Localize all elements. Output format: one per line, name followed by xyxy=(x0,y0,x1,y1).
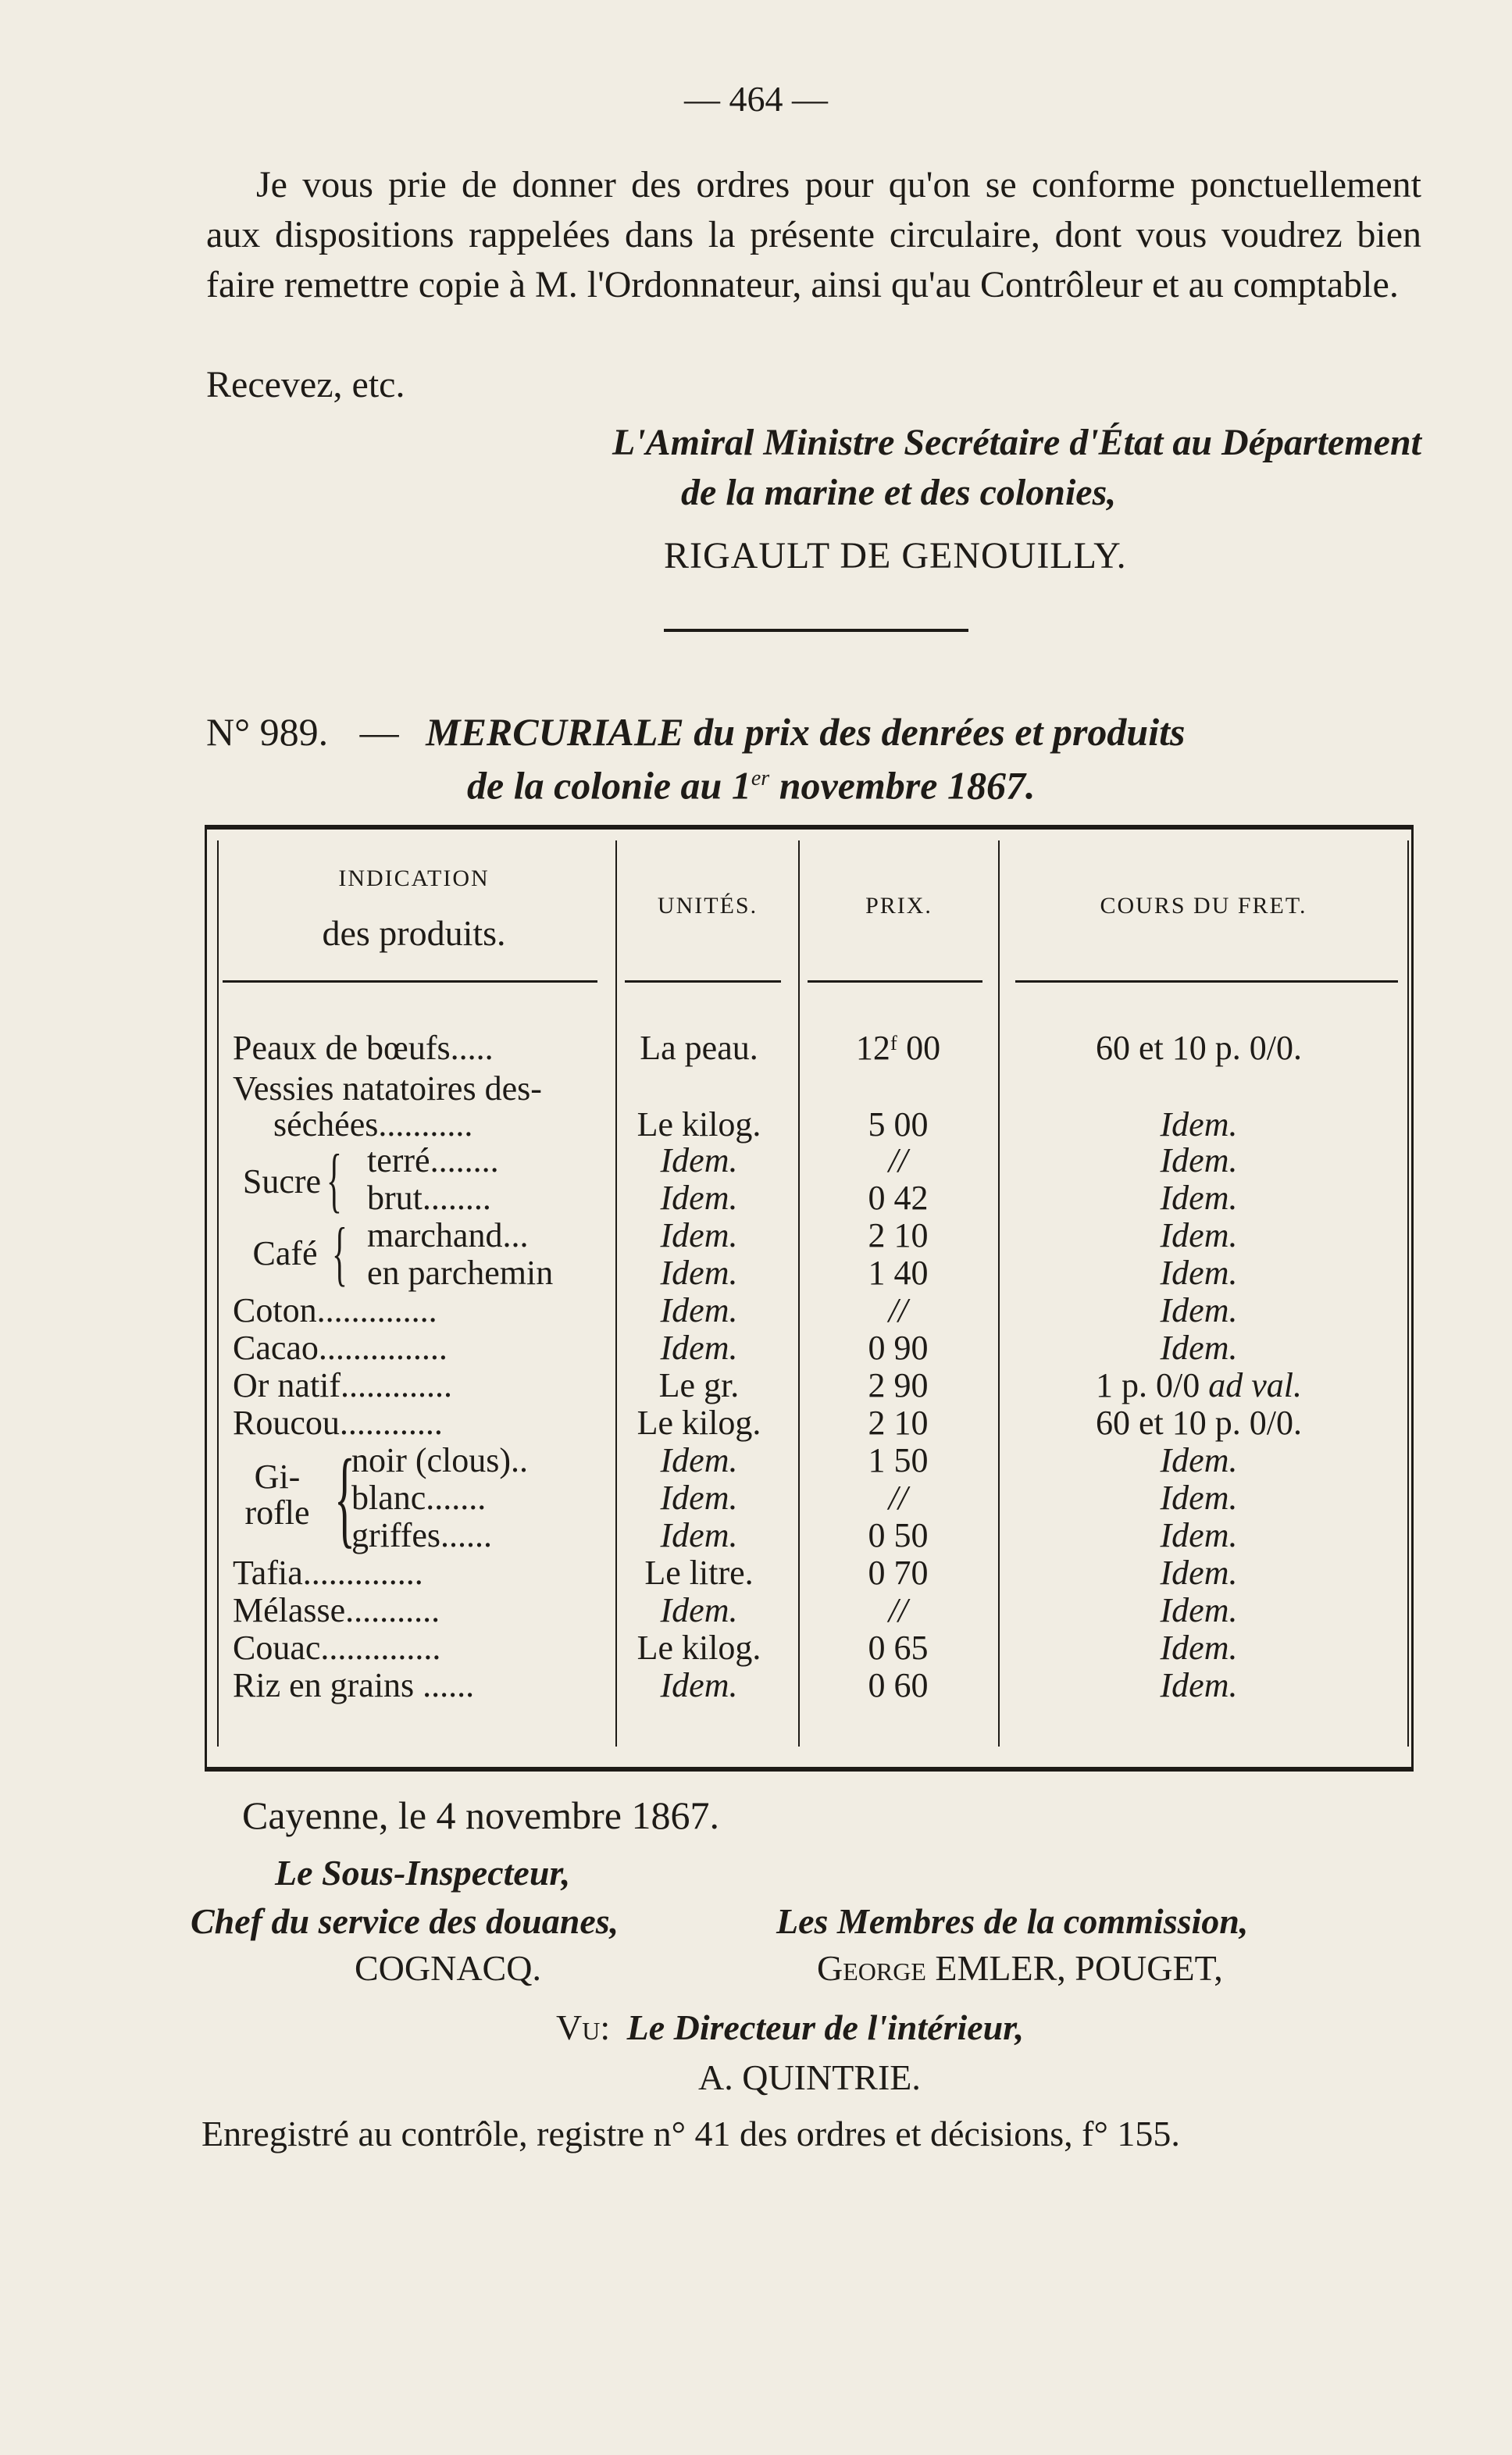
vu-name: A. QUINTRIE. xyxy=(698,2057,921,2097)
table-row xyxy=(226,1367,1398,1404)
cell-prix: 1 50 xyxy=(868,1441,929,1479)
doc-title-part-b: novembre 1867. xyxy=(769,763,1036,808)
table-inner-left xyxy=(217,840,219,1747)
cell-produit: Peaux de bœufs..... xyxy=(233,1029,494,1067)
cell-prix: // xyxy=(888,1141,908,1179)
table-row xyxy=(226,1479,1398,1517)
cell-fret: 60 et 10 p. 0/0. xyxy=(1096,1404,1302,1442)
cell-prix: 1 40 xyxy=(868,1254,929,1292)
table-row xyxy=(226,1254,1398,1292)
signature-title-2: de la marine et des colonies, xyxy=(681,472,1117,513)
cell-fret xyxy=(1007,1367,1390,1404)
cell-prix: // xyxy=(888,1591,908,1629)
cell-unite: Idem. xyxy=(660,1666,738,1704)
left-title-1: Le Sous-Inspecteur, xyxy=(275,1853,571,1893)
header-indication: INDICATION xyxy=(338,865,490,891)
right-title: Les Membres de la commission, xyxy=(776,1901,1249,1941)
table-row xyxy=(226,1629,1398,1667)
signature-name: RIGAULT DE GENOUILLY. xyxy=(664,535,1127,576)
cell-produit: blanc....... xyxy=(351,1479,487,1517)
cell-unite: Idem. xyxy=(660,1216,738,1254)
cell-prix: 2 10 xyxy=(868,1216,929,1254)
table-row xyxy=(226,1667,1398,1704)
vu-label: Vu: xyxy=(556,2007,611,2047)
header-unites: UNITÉS. xyxy=(657,893,758,919)
doc-number: N° 989. xyxy=(206,710,329,754)
table-row xyxy=(226,1292,1398,1329)
cell-produit: Or natif............. xyxy=(233,1366,453,1404)
cell-unite: Le kilog. xyxy=(637,1105,761,1144)
doc-dash: — xyxy=(359,710,399,754)
doc-title-line-1 xyxy=(206,707,1456,757)
signature-title-1: L'Amiral Ministre Secrétaire d'État au Département xyxy=(612,422,1421,463)
cell-unite: Le litre. xyxy=(644,1554,754,1592)
letter-closing: Recevez, etc. xyxy=(206,364,405,405)
cell-fret-value: 1 p. 0/0 xyxy=(1096,1366,1209,1404)
letter-paragraph: Je vous prie de donner des ordres pour qu'on se conforme ponctuellement aux dispositions rappelées dans la présente circulaire, dont vous voudrez bien faire remettre copie à M. l'Ordonnateur, ainsi qu'au Contrôleur et au comptable. xyxy=(206,164,1421,305)
table-row xyxy=(226,1442,1398,1479)
separator-rule xyxy=(664,629,968,632)
vu-line xyxy=(556,2004,1415,2051)
brace-icon: { xyxy=(334,1437,355,1558)
doc-title-main: MERCURIALE du prix des denrées et produits xyxy=(426,710,1186,754)
cell-unite: Idem. xyxy=(660,1141,738,1179)
cell-unite: Idem. xyxy=(660,1179,738,1217)
right-name: George EMLER, POUGET, xyxy=(817,1948,1223,1988)
header-prix: PRIX. xyxy=(865,893,933,919)
cell-fret-adval: ad val. xyxy=(1208,1366,1302,1404)
cell-produit: Coton.............. xyxy=(233,1291,437,1329)
place-date: Cayenne, le 4 novembre 1867. xyxy=(242,1793,719,1837)
cell-unite: Idem. xyxy=(660,1254,738,1292)
cell-fret: Idem. xyxy=(1160,1666,1238,1704)
cell-fret: Idem. xyxy=(1160,1329,1238,1367)
left-title-2: Chef du service des douanes, xyxy=(191,1901,619,1941)
cell-prix: // xyxy=(888,1291,908,1329)
cell-fret: Idem. xyxy=(1160,1254,1238,1292)
table-row xyxy=(226,1554,1398,1592)
header-rule-2 xyxy=(625,980,781,983)
cell-unite: Idem. xyxy=(660,1591,738,1629)
cell-fret: Idem. xyxy=(1160,1516,1238,1554)
cell-produit: brut........ xyxy=(367,1179,491,1217)
cell-produit: Tafia.............. xyxy=(233,1554,423,1592)
cell-fret: Idem. xyxy=(1160,1441,1238,1479)
cell-prix: 5 00 xyxy=(868,1105,929,1144)
cell-produit: griffes...... xyxy=(351,1516,493,1554)
page-number: — 464 — xyxy=(684,79,828,119)
cell-unite: La peau. xyxy=(640,1029,758,1067)
cell-unite: Idem. xyxy=(660,1516,738,1554)
group-label-cafe: Café xyxy=(252,1234,318,1272)
group-label-girofle-1: Gi- xyxy=(254,1458,301,1496)
cell-prix: 0 42 xyxy=(868,1179,929,1217)
cell-fret: Idem. xyxy=(1160,1216,1238,1254)
cell-prix: 0 65 xyxy=(868,1629,929,1667)
cell-unite: Le kilog. xyxy=(637,1404,761,1442)
cell-fret: Idem. xyxy=(1160,1629,1238,1667)
left-name: COGNACQ. xyxy=(355,1948,541,1988)
cell-prix: 0 70 xyxy=(868,1554,929,1592)
cell-fret: Idem. xyxy=(1160,1291,1238,1329)
doc-title-line-2 xyxy=(467,754,1512,811)
cell-unite: Le gr. xyxy=(658,1366,740,1404)
table-row xyxy=(226,1029,1398,1067)
brace-icon: { xyxy=(332,1213,348,1293)
cell-produit: séchées........... xyxy=(273,1105,473,1144)
cell-produit: Couac.............. xyxy=(233,1629,441,1667)
cell-fret: Idem. xyxy=(1160,1141,1238,1179)
vu-title: Le Directeur de l'intérieur, xyxy=(626,2007,1025,2047)
cell-fret: 60 et 10 p. 0/0. xyxy=(1096,1029,1302,1067)
table-row xyxy=(226,1179,1398,1217)
doc-title-part-a: de la colonie au 1 xyxy=(467,763,751,808)
cell-produit: Vessies natatoires des- xyxy=(233,1069,542,1108)
table-row xyxy=(226,1217,1398,1254)
cell-fret: Idem. xyxy=(1160,1179,1238,1217)
cell-prix: 0 50 xyxy=(868,1516,929,1554)
cell-unite: Idem. xyxy=(660,1441,738,1479)
cell-produit: Mélasse........... xyxy=(233,1591,440,1629)
cell-prix: 0 60 xyxy=(868,1666,929,1704)
cell-prix: 2 10 xyxy=(868,1404,929,1442)
table-row xyxy=(226,1106,1398,1144)
brace-icon: { xyxy=(326,1140,342,1219)
cell-unite: Idem. xyxy=(660,1479,738,1517)
cell-prix: 2 90 xyxy=(868,1366,929,1404)
cell-prix: 0 90 xyxy=(868,1329,929,1367)
table-row xyxy=(226,1329,1398,1367)
cell-produit: en parchemin xyxy=(367,1254,554,1292)
cell-unite: Le kilog. xyxy=(637,1629,761,1667)
header-fret: COURS DU FRET. xyxy=(1100,893,1307,919)
cell-fret: Idem. xyxy=(1160,1105,1238,1144)
cell-produit: terré........ xyxy=(367,1141,499,1179)
cell-produit: marchand... xyxy=(367,1216,529,1254)
group-label-girofle-2: rofle xyxy=(244,1493,310,1532)
cell-produit: Riz en grains ...... xyxy=(233,1666,475,1704)
table-row xyxy=(226,1517,1398,1554)
header-indication-sub: des produits. xyxy=(322,913,506,953)
cell-fret: Idem. xyxy=(1160,1591,1238,1629)
cell-produit: Cacao............... xyxy=(233,1329,448,1367)
doc-title-sup: er xyxy=(751,766,770,790)
table-row xyxy=(226,1142,1398,1179)
cell-unite: Idem. xyxy=(660,1291,738,1329)
cell-fret: Idem. xyxy=(1160,1554,1238,1592)
table-row xyxy=(226,1070,1398,1108)
cell-prix: // xyxy=(888,1479,908,1517)
header-rule-1 xyxy=(223,980,597,983)
table-inner-right xyxy=(1407,840,1409,1747)
header-rule-3 xyxy=(808,980,982,983)
cell-unite: Idem. xyxy=(660,1329,738,1367)
group-label-sucre: Sucre xyxy=(242,1162,322,1201)
cell-produit: noir (clous).. xyxy=(351,1441,529,1479)
registration-note: Enregistré au contrôle, registre n° 41 des ordres et décisions, f° 155. xyxy=(201,2114,1180,2153)
cell-produit: Roucou............ xyxy=(233,1404,443,1442)
header-rule-4 xyxy=(1015,980,1398,983)
table-row xyxy=(226,1404,1398,1442)
cell-fret: Idem. xyxy=(1160,1479,1238,1517)
cell-prix: 12ᶠ 00 xyxy=(855,1029,941,1067)
table-row xyxy=(226,1592,1398,1629)
